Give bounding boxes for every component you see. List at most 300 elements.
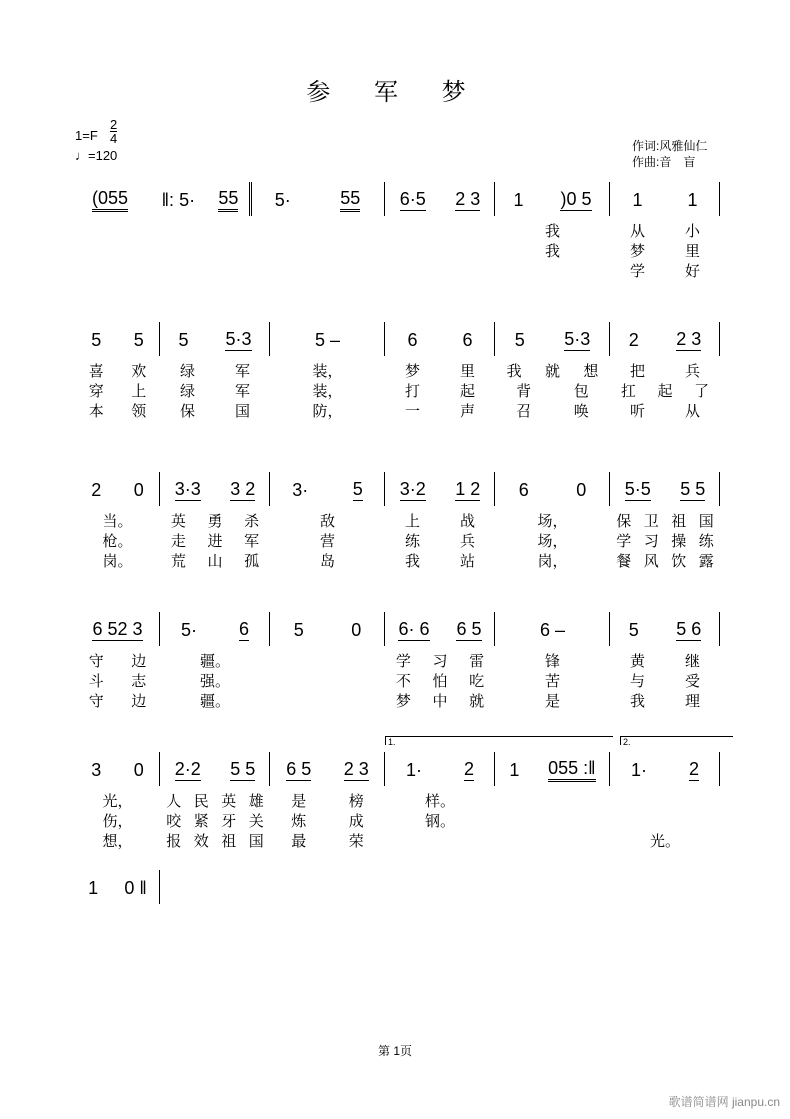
lyric-syllable: 国 — [234, 402, 250, 420]
lyric-syllable: 背 — [516, 382, 532, 400]
barline — [159, 870, 160, 904]
lyric-syllable: 雷 — [469, 652, 485, 670]
lyric-syllable: 我 — [404, 552, 420, 570]
note-group: 3· — [292, 479, 309, 500]
lyric-syllable: 装， — [312, 382, 343, 400]
measure — [70, 180, 150, 220]
lyric-syllable: 斗 — [88, 672, 104, 690]
lyric-syllable: 站 — [459, 552, 475, 570]
lyric-syllable: 风 — [643, 552, 659, 570]
measure — [495, 750, 610, 790]
note-group: 5 — [293, 619, 304, 640]
lyric-segment — [75, 690, 160, 711]
note-group: 5 — [352, 479, 363, 499]
lyric-syllable: 就 — [544, 362, 560, 380]
note-group: 2 3 — [676, 329, 702, 349]
lyric-syllable: 与 — [629, 672, 645, 690]
note-group: 2 — [463, 759, 474, 779]
lyric-syllable: 上 — [404, 512, 420, 530]
lyric-syllable: 当。 — [102, 512, 133, 530]
lyric-syllable: 兵 — [459, 532, 475, 550]
lyric-syllable: 从 — [629, 222, 645, 240]
lyric-syllable: 领 — [131, 402, 147, 420]
measure — [610, 750, 720, 790]
lyric-syllable: 欢 — [131, 362, 147, 380]
note-group: 1 — [509, 759, 520, 780]
lyric-segment — [75, 670, 160, 691]
note-group: 6 5 — [456, 619, 482, 639]
lyric-syllable: 关 — [248, 812, 264, 830]
lyric-segment — [270, 400, 385, 421]
lyric-syllable: 怕 — [432, 672, 448, 690]
lyric-syllable: 山 — [207, 552, 223, 570]
lyric-segment — [610, 670, 720, 691]
volta-bracket: 2. — [620, 736, 733, 745]
note-group: 2 — [628, 329, 639, 350]
lyric-syllable: 志 — [131, 672, 147, 690]
lyric-segment — [610, 260, 720, 281]
lyric-segment — [160, 510, 270, 531]
lyric-syllable: 理 — [684, 692, 700, 710]
lyric-syllable: 紧 — [193, 812, 209, 830]
lyric-syllable: 饮 — [671, 552, 687, 570]
lyric-syllable: 保 — [179, 402, 195, 420]
note-group: 2 — [688, 759, 699, 779]
song-title: 参 军 梦 — [306, 78, 484, 106]
lyric-syllable: 餐 — [616, 552, 632, 570]
lyric-segment — [385, 650, 495, 671]
lyric-syllable: 想 — [583, 362, 599, 380]
measure — [160, 470, 270, 510]
lyric-syllable: 光， — [102, 792, 133, 810]
measure — [610, 180, 720, 220]
lyric-segment — [160, 670, 270, 691]
lyric-segment — [270, 830, 385, 851]
lyric-segment — [160, 810, 270, 831]
lyric-segment — [385, 670, 495, 691]
lyric-syllable: 包 — [573, 382, 589, 400]
lyric-syllable: 我 — [544, 222, 560, 240]
lyric-segment — [75, 530, 160, 551]
lyric-segment — [160, 380, 270, 401]
lyric-syllable: 中 — [432, 692, 448, 710]
measure — [495, 320, 610, 360]
lyric-segment — [495, 650, 610, 671]
lyric-syllable: 喜 — [88, 362, 104, 380]
lyric-segment — [160, 830, 270, 851]
measure — [160, 610, 270, 650]
lyric-syllable: 不 — [395, 672, 411, 690]
lyric-syllable: 疆。 — [199, 692, 230, 710]
note-group: 6 — [407, 329, 418, 350]
note-group: 1 2 — [455, 479, 481, 499]
lyric-syllable: 我 — [506, 362, 522, 380]
note-group: ‖: 5· — [161, 189, 196, 210]
note-group: 1 — [687, 189, 698, 210]
note-group: 3 — [91, 759, 102, 780]
lyric-syllable: 走 — [170, 532, 186, 550]
lyric-segment — [385, 510, 495, 531]
lyric-syllable: 梦 — [404, 362, 420, 380]
lyric-syllable: 牙 — [221, 812, 237, 830]
note-group: 55 — [218, 188, 238, 212]
lyric-syllable: 好 — [684, 262, 700, 280]
lyric-syllable: 小 — [684, 222, 700, 240]
lyric-segment — [160, 550, 270, 571]
lyric-segment — [495, 220, 610, 241]
lyric-syllable: 锋 — [544, 652, 560, 670]
lyric-syllable: 本 — [88, 402, 104, 420]
lyric-syllable: 防， — [312, 402, 343, 420]
lyric-syllable: 英 — [221, 792, 237, 810]
lyric-syllable: 绿 — [179, 382, 195, 400]
lyric-syllable: 打 — [404, 382, 420, 400]
lyric-syllable: 民 — [193, 792, 209, 810]
lyric-syllable: 光。 — [649, 832, 680, 850]
note-group: 5·3 — [564, 329, 591, 349]
lyric-segment — [270, 530, 385, 551]
lyric-syllable: 钢。 — [424, 812, 455, 830]
note-group: 0 — [351, 619, 362, 640]
lyric-syllable: 军 — [244, 532, 260, 550]
lyric-segment — [495, 530, 610, 551]
lyric-segment — [160, 360, 270, 381]
lyric-segment — [75, 810, 160, 831]
lyric-syllable: 就 — [469, 692, 485, 710]
note-group: 0 — [576, 479, 587, 500]
measure — [75, 470, 160, 510]
note-group: 5 — [133, 329, 144, 350]
note-group: 6 – — [539, 619, 566, 640]
lyric-syllable: 强。 — [199, 672, 230, 690]
barline — [719, 472, 720, 506]
note-group: 2 3 — [455, 189, 481, 209]
lyric-syllable: 英 — [170, 512, 186, 530]
lyric-syllable: 保 — [616, 512, 632, 530]
lyric-syllable: 进 — [207, 532, 223, 550]
lyric-segment — [160, 790, 270, 811]
measure — [75, 610, 160, 650]
measure — [610, 320, 720, 360]
note-group: 2 — [91, 479, 102, 500]
lyric-segment — [610, 650, 720, 671]
lyric-segment — [495, 400, 610, 421]
lyric-segment — [75, 790, 160, 811]
lyric-syllable: 里 — [459, 362, 475, 380]
lyric-syllable: 继 — [684, 652, 700, 670]
note-group: 6 — [518, 479, 529, 500]
lyric-syllable: 声 — [459, 402, 475, 420]
lyric-syllable: 露 — [698, 552, 714, 570]
lyric-segment — [160, 650, 270, 671]
note-group: 1 — [632, 189, 643, 210]
lyric-syllable: 一 — [404, 402, 420, 420]
lyric-segment — [610, 240, 720, 261]
lyric-syllable: 雄 — [248, 792, 264, 810]
lyric-syllable: 报 — [166, 832, 182, 850]
lyric-syllable: 了 — [694, 382, 710, 400]
measure — [270, 470, 385, 510]
lyric-segment — [75, 400, 160, 421]
note-group: 5 6 — [676, 619, 702, 639]
note-group: 6 — [238, 619, 249, 639]
lyric-segment — [495, 550, 610, 571]
lyric-segment — [385, 380, 495, 401]
lyric-syllable: 敌 — [319, 512, 335, 530]
note-group: 1· — [630, 759, 647, 780]
lyric-segment — [495, 670, 610, 691]
measure — [610, 610, 720, 650]
measure — [270, 320, 385, 360]
lyric-segment — [385, 810, 495, 831]
lyric-syllable: 起 — [459, 382, 475, 400]
lyric-syllable: 上 — [131, 382, 147, 400]
lyric-segment — [495, 690, 610, 711]
measure — [75, 750, 160, 790]
lyric-syllable: 扛 — [620, 382, 636, 400]
measure — [385, 470, 495, 510]
lyric-syllable: 想， — [102, 832, 133, 850]
lyric-syllable: 国 — [698, 512, 714, 530]
lyric-segment — [495, 360, 610, 381]
measure — [385, 320, 495, 360]
lyric-syllable: 练 — [698, 532, 714, 550]
time-numerator: 2 — [110, 117, 118, 132]
lyric-syllable: 学 — [616, 532, 632, 550]
lyric-segment — [385, 790, 495, 811]
measure — [150, 180, 250, 220]
lyric-segment — [270, 550, 385, 571]
lyric-syllable: 梦 — [395, 692, 411, 710]
measure — [160, 320, 270, 360]
measure — [270, 750, 385, 790]
lyric-segment — [75, 650, 160, 671]
key-signature: 1=F — [75, 128, 98, 143]
lyric-syllable: 咬 — [166, 812, 182, 830]
measure — [385, 750, 495, 790]
lyric-segment — [75, 550, 160, 571]
lyric-syllable: 效 — [193, 832, 209, 850]
lyric-syllable: 卫 — [643, 512, 659, 530]
note-group: 6· 6 — [398, 619, 430, 639]
measure — [495, 470, 610, 510]
lyric-segment — [385, 550, 495, 571]
barline — [719, 322, 720, 356]
measure — [495, 610, 610, 650]
lyric-syllable: 最 — [291, 832, 307, 850]
lyric-syllable: 人 — [166, 792, 182, 810]
note-group: 5 5 — [230, 759, 256, 779]
lyric-syllable: 祖 — [221, 832, 237, 850]
lyric-syllable: 兵 — [684, 362, 700, 380]
lyricist: 作词:风雅仙仁 — [632, 139, 708, 153]
lyric-syllable: 把 — [629, 362, 645, 380]
lyric-syllable: 场， — [537, 532, 568, 550]
note-group: 0 — [133, 759, 144, 780]
lyric-syllable: 装， — [312, 362, 343, 380]
note-group: 5 – — [314, 329, 341, 350]
note-group: 5 — [91, 329, 102, 350]
note-group: 2·2 — [174, 759, 201, 779]
lyric-syllable: 岗， — [537, 552, 568, 570]
note-group: 3 2 — [230, 479, 256, 499]
note-group: 5· — [180, 619, 197, 640]
lyric-segment — [160, 400, 270, 421]
lyric-syllable: 学 — [629, 262, 645, 280]
lyric-syllable: 起 — [657, 382, 673, 400]
lyric-syllable: 苦 — [544, 672, 560, 690]
measure — [75, 320, 160, 360]
note-group: 5 5 — [680, 479, 706, 499]
lyric-syllable: 边 — [131, 692, 147, 710]
lyric-segment — [610, 400, 720, 421]
lyric-syllable: 荣 — [348, 832, 364, 850]
lyric-syllable: 听 — [629, 402, 645, 420]
lyric-segment — [610, 220, 720, 241]
lyric-syllable: 国 — [248, 832, 264, 850]
note-group: )0 5 — [560, 189, 592, 209]
lyric-segment — [270, 790, 385, 811]
measure — [270, 610, 385, 650]
lyric-syllable: 穿 — [88, 382, 104, 400]
lyric-segment — [495, 510, 610, 531]
lyric-segment — [75, 510, 160, 531]
lyric-syllable: 炼 — [291, 812, 307, 830]
note-group: 3·3 — [174, 479, 201, 499]
note-group: (055 — [92, 188, 128, 212]
lyric-segment — [75, 380, 160, 401]
watermark: 歌谱简谱网 jianpu.cn — [668, 1095, 780, 1109]
lyric-segment — [610, 690, 720, 711]
note-group: 5· — [274, 189, 291, 210]
lyric-syllable: 荒 — [170, 552, 186, 570]
note-group: 0 ‖ — [124, 877, 147, 898]
measure — [385, 180, 495, 220]
lyric-syllable: 枪。 — [102, 532, 133, 550]
lyric-segment — [160, 530, 270, 551]
lyric-syllable: 岛 — [319, 552, 335, 570]
barline — [719, 612, 720, 646]
lyric-syllable: 军 — [234, 362, 250, 380]
lyric-segment — [270, 510, 385, 531]
note-group: 5·5 — [624, 479, 651, 499]
page-number: 第 1页 — [377, 1044, 412, 1058]
measure — [495, 180, 610, 220]
lyric-syllable: 从 — [684, 402, 700, 420]
lyric-syllable: 召 — [516, 402, 532, 420]
lyric-syllable: 里 — [684, 242, 700, 260]
lyric-syllable: 练 — [404, 532, 420, 550]
note-group: 0 — [133, 479, 144, 500]
lyric-segment — [385, 530, 495, 551]
lyric-syllable: 习 — [643, 532, 659, 550]
lyric-segment — [610, 510, 720, 531]
measure — [610, 470, 720, 510]
lyric-segment — [270, 810, 385, 831]
lyric-syllable: 梦 — [629, 242, 645, 260]
lyric-syllable: 我 — [544, 242, 560, 260]
lyric-syllable: 战 — [459, 512, 475, 530]
barline — [719, 182, 720, 216]
lyric-segment — [610, 550, 720, 571]
lyric-segment — [75, 360, 160, 381]
lyric-syllable: 我 — [629, 692, 645, 710]
lyric-syllable: 勇 — [207, 512, 223, 530]
measure — [75, 868, 160, 908]
lyric-syllable: 黄 — [629, 652, 645, 670]
note-group: 5·3 — [225, 329, 252, 349]
lyric-segment — [385, 400, 495, 421]
note-group: 5 — [628, 619, 639, 640]
lyric-syllable: 边 — [131, 652, 147, 670]
lyric-syllable: 唤 — [573, 402, 589, 420]
lyric-segment — [610, 360, 720, 381]
lyric-syllable: 场， — [537, 512, 568, 530]
lyric-syllable: 操 — [671, 532, 687, 550]
lyric-segment — [75, 830, 160, 851]
note-group: 5 — [178, 329, 189, 350]
lyric-segment — [385, 360, 495, 381]
lyric-syllable: 学 — [395, 652, 411, 670]
note-group: 2 3 — [343, 759, 369, 779]
note-group: 1· — [405, 759, 422, 780]
lyric-syllable: 绿 — [179, 362, 195, 380]
lyric-segment — [610, 380, 720, 401]
lyric-segment — [495, 380, 610, 401]
lyric-syllable: 守 — [88, 692, 104, 710]
lyric-syllable: 祖 — [671, 512, 687, 530]
note-group: 6 — [462, 329, 473, 350]
lyric-segment — [495, 240, 610, 261]
lyric-syllable: 吃 — [469, 672, 485, 690]
lyric-segment — [270, 360, 385, 381]
note-group: 3·2 — [399, 479, 426, 499]
note-group: 6·5 — [399, 189, 426, 209]
note-group: 55 — [340, 188, 360, 212]
composer: 作曲:音 盲 — [632, 155, 696, 169]
lyric-syllable: 榜 — [348, 792, 364, 810]
lyric-syllable: 杀 — [244, 512, 260, 530]
measure — [385, 610, 495, 650]
lyric-syllable: 岗。 — [102, 552, 133, 570]
lyric-syllable: 营 — [319, 532, 335, 550]
lyric-segment — [385, 690, 495, 711]
volta-bracket: 1. — [385, 736, 613, 745]
lyric-segment — [160, 690, 270, 711]
lyric-syllable: 疆。 — [199, 652, 230, 670]
tempo-marking: ♩=120 — [75, 148, 118, 163]
lyric-syllable: 伤， — [102, 812, 133, 830]
lyric-syllable: 受 — [684, 672, 700, 690]
note-group: 6 52 3 — [92, 619, 143, 639]
time-denominator: 4 — [110, 131, 118, 146]
lyric-syllable: 成 — [348, 812, 364, 830]
lyric-syllable: 习 — [432, 652, 448, 670]
note-group: 6 5 — [286, 759, 312, 779]
measure — [160, 750, 270, 790]
lyric-syllable: 是 — [544, 692, 560, 710]
barline — [719, 752, 720, 786]
note-group: 1 — [513, 189, 524, 210]
note-group: 055 :‖ — [548, 758, 595, 782]
note-group: 1 — [88, 877, 99, 898]
lyric-syllable: 军 — [234, 382, 250, 400]
note-group: 5 — [514, 329, 525, 350]
lyric-segment — [610, 830, 720, 851]
lyric-segment — [270, 380, 385, 401]
time-signature — [110, 118, 117, 145]
lyric-syllable: 孤 — [244, 552, 260, 570]
